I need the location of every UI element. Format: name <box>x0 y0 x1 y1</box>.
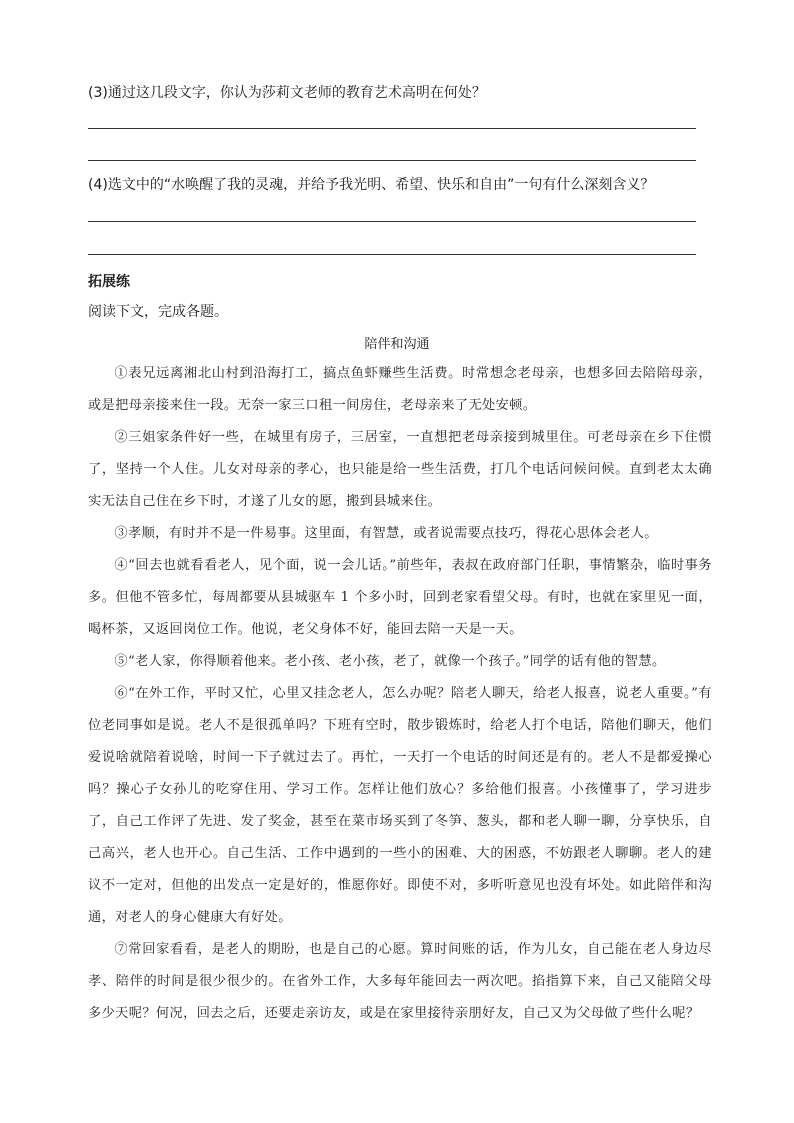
section-title: 拓展练 <box>88 274 130 290</box>
answer-line[interactable] <box>88 128 696 129</box>
paragraph: ④“回去也就看看老人，见个面，说一会儿话。”前些年，表叔在政府部门任职，事情繁杂，临时事务多。但他不管多忙，每周都要从县城驱车 1 个多小时，回到老家看望父母。有时，也就在家里见一面，喝杯茶，又返回岗位工作。他说，老父身体不好，能回去陪一天是一天。 <box>88 558 712 637</box>
paragraph: ⑥“在外工作，平时又忙，心里又挂念老人，怎么办呢？陪老人聊天，给老人报喜，说老人重要。”有位老同事如是说。老人不是很孤单吗？下班有空时，散步锻炼时，给老人打个电话，陪他们聊天，他们爱说啥就陪着说啥，时间一下子就过去了。再忙，一天打一个电话的时间还是有的。老人不是都爱操心吗？操心子女孙儿的吃穿住用、学习工作。怎样让他们放心？多给他们报喜。小孩懂事了，学习进步了，自己工作评了先进、发了奖金，甚至在菜市场买到了冬笋、葱头，都和老人聊一聊，分享快乐，自己高兴，老人也开心。自己生活、工作中遇到的一些小的困难、大的困惑，不妨跟老人聊聊。老人的建议不一定对，但他的出发点一定是好的，惟愿你好。即使不对，多听听意见也没有坏处。如此陪伴和沟通，对老人的身心健康大有好处。 <box>88 686 712 925</box>
article-body <box>88 358 712 1030</box>
paragraph: ①表兄远离湘北山村到沿海打工，搞点鱼虾赚些生活费。时常想念老母亲，也想多回去陪陪母亲，或是把母亲接来住一段。无奈一家三口租一间房住，老母亲来了无处安顿。 <box>88 366 712 413</box>
question-4: (4)选文中的“水唤醒了我的灵魂，并给予我光明、希望、快乐和自由”一句有什么深刻含义？ <box>88 177 655 193</box>
answer-line[interactable] <box>88 221 696 222</box>
paragraph: ③孝顺，有时并不是一件易事。这里面，有智慧，或者说需要点技巧，得花心思体会老人。 <box>114 526 658 541</box>
instruction: 阅读下文，完成各题。 <box>88 304 228 320</box>
paragraph: ⑦常回家看看，是老人的期盼，也是自己的心愿。算时间账的话，作为儿女，自己能在老人身边尽孝、陪伴的时间是很少很少的。在省外工作，大多每年能回去一两次吧。掐指算下来，自己又能陪父母多少天呢？何况，回去之后，还要走亲访友，或是在家里接待亲朋好友，自己又为父母做了些什么呢？ <box>88 942 712 1021</box>
paragraph: ②三姐家条件好一些，在城里有房子，三居室，一直想把老母亲接到城里住。可老母亲在乡下住惯了，坚持一个人住。儿女对母亲的孝心，也只能是给一些生活费，打几个电话问候问候。直到老太太确实无法自己住在乡下时，才遂了儿女的愿，搬到县城来住。 <box>88 430 712 509</box>
answer-line[interactable] <box>88 254 696 255</box>
paragraph: ⑤“老人家，你得顺着他来。老小孩、老小孩，老了，就像一个孩子。”同学的话有他的智慧。 <box>114 654 666 669</box>
article-title: 陪伴和沟通 <box>364 337 430 352</box>
question-3: (3)通过这几段文字，你认为莎莉文老师的教育艺术高明在何处？ <box>88 85 486 101</box>
answer-line[interactable] <box>88 160 696 161</box>
